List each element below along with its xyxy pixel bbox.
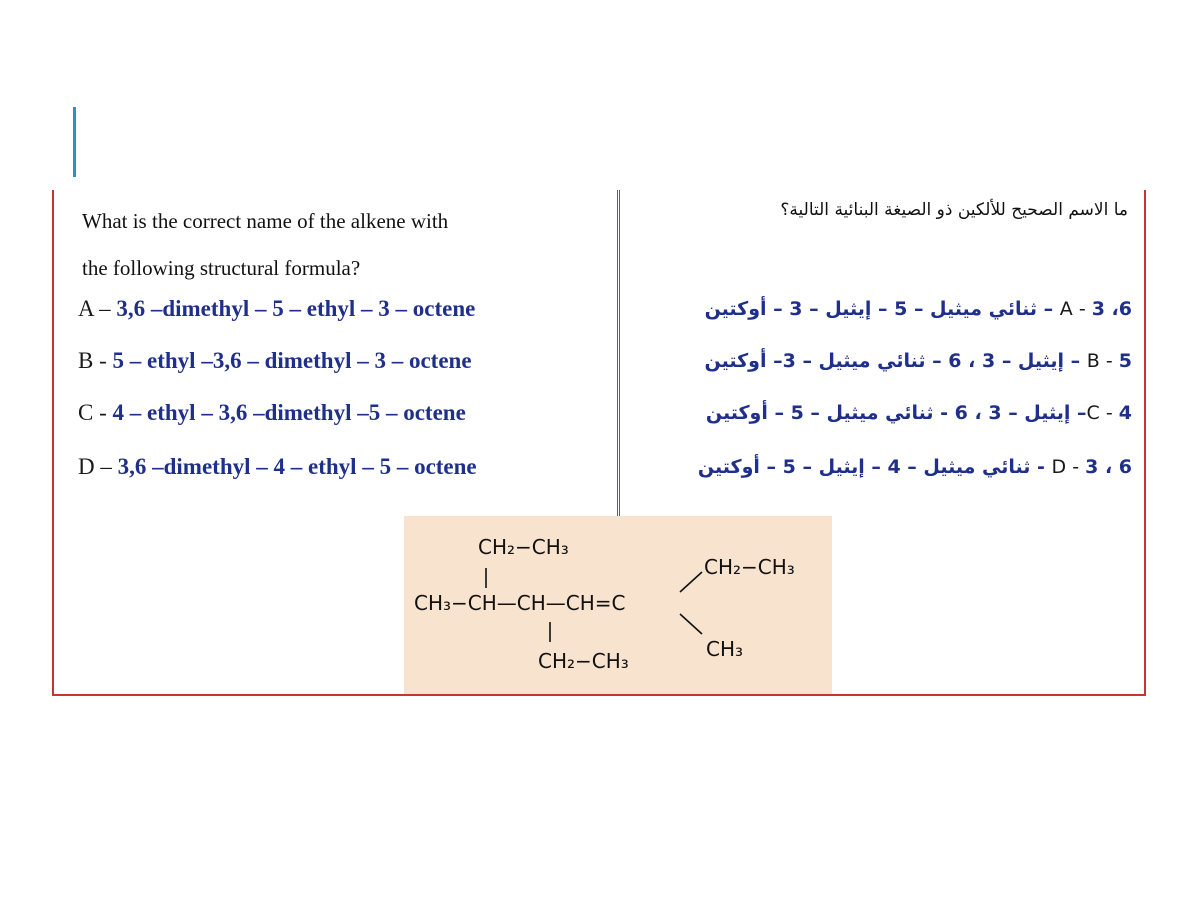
lower-right-bond xyxy=(680,614,702,634)
option-d-ar-letter: D xyxy=(1051,456,1067,478)
option-b-arabic: B - 5 – إيثيل – 3 ، 6 – ثنائي ميثيل – 3– أوكتين xyxy=(704,350,1132,372)
option-a-arabic: A - 3 ،6 – ثنائي ميثيل – 5 – إيثيل – 3 – أوكتين xyxy=(704,298,1132,320)
option-d-text: 3,6 –dimethyl – 4 – ethyl – 5 – octene xyxy=(117,454,477,479)
option-c-arabic: C - 4– إيثيل – 3 ، 6 - ثنائي ميثيل – 5 – أوكتين xyxy=(705,402,1132,424)
bottom-branch-label: CH₂−CH₃ xyxy=(538,649,629,673)
option-c-letter: C xyxy=(78,400,94,425)
column-divider xyxy=(617,190,620,516)
structural-formula-drawing xyxy=(404,516,832,694)
option-a-ar-letter: A xyxy=(1059,298,1073,320)
question-english-line2: the following structural formula? xyxy=(82,256,361,280)
slide-accent-bar xyxy=(73,107,76,177)
upper-right-bond xyxy=(680,572,702,592)
option-d-letter: D xyxy=(78,454,95,479)
upper-right-label: CH₂−CH₃ xyxy=(704,555,795,579)
question-english xyxy=(82,198,602,292)
question-english-line1: What is the correct name of the alkene with xyxy=(82,209,449,233)
main-chain-label: CH₃−CH—CH—CH=C xyxy=(414,591,626,615)
option-b-ar-letter: B xyxy=(1086,350,1100,372)
option-c-english: C - 4 – ethyl – 3,6 –dimethyl –5 – octene xyxy=(78,400,466,425)
option-a-letter: A xyxy=(78,296,94,321)
option-c-ar-text: 4– إيثيل – 3 ، 6 - ثنائي ميثيل – 5 – أوكتين xyxy=(705,402,1132,424)
option-b-ar-text: 5 – إيثيل – 3 ، 6 – ثنائي ميثيل – 3– أوكتين xyxy=(704,350,1132,372)
option-c-text: 4 – ethyl – 3,6 –dimethyl –5 – octene xyxy=(112,400,466,425)
option-d-ar-text: 3 ، 6 - ثنائي ميثيل – 4 – إيثيل – 5 – أوكتين xyxy=(697,456,1132,478)
option-b-text: 5 – ethyl –3,6 – dimethyl – 3 – octene xyxy=(112,348,472,373)
question-panel xyxy=(52,190,1146,696)
option-b-english: B - 5 – ethyl –3,6 – dimethyl – 3 – octene xyxy=(78,348,472,373)
lower-right-label: CH₃ xyxy=(706,637,744,661)
option-d-english: D – 3,6 –dimethyl – 4 – ethyl – 5 – octene xyxy=(78,454,477,479)
option-c-ar-letter: C xyxy=(1086,402,1100,424)
question-arabic: ما الاسم الصحيح للألكين ذو الصيغة البنائية التالية؟ xyxy=(780,200,1128,220)
option-d-arabic: D - 3 ، 6 - ثنائي ميثيل – 4 – إيثيل – 5 – أوكتين xyxy=(697,456,1132,478)
structural-formula xyxy=(404,516,832,694)
option-a-english: A – 3,6 –dimethyl – 5 – ethyl – 3 – octene xyxy=(78,296,476,321)
option-a-ar-text: 3 ،6 – ثنائي ميثيل – 5 – إيثيل – 3 – أوكتين xyxy=(704,298,1132,320)
top-branch-label: CH₂−CH₃ xyxy=(478,535,569,559)
option-a-text: 3,6 –dimethyl – 5 – ethyl – 3 – octene xyxy=(116,296,476,321)
option-b-letter: B xyxy=(78,348,94,373)
